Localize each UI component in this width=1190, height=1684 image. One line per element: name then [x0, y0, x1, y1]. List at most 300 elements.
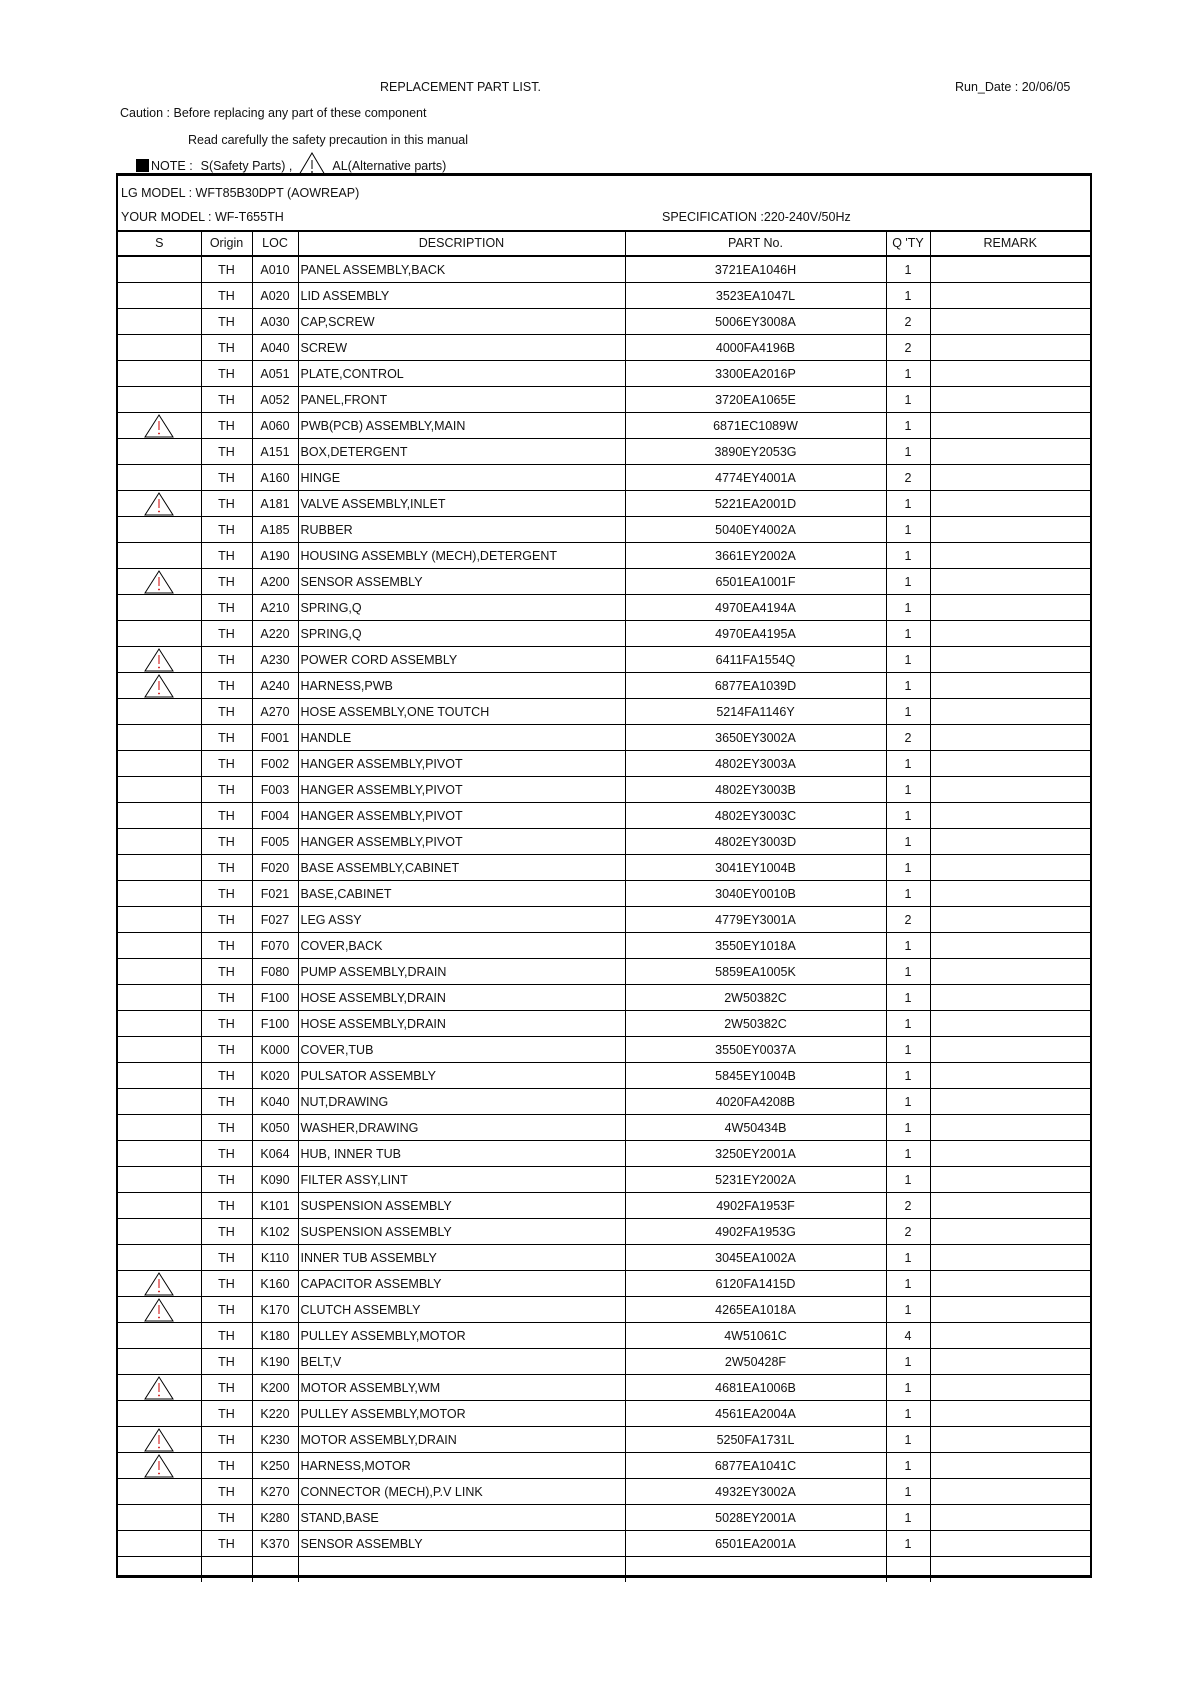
part-number-cell: 3650EY3002A	[625, 725, 886, 751]
quantity-cell: 1	[886, 933, 930, 959]
loc-cell: F002	[252, 751, 298, 777]
lg-model: LG MODEL : WFT85B30DPT (AOWREAP)	[121, 186, 360, 200]
safety-cell	[118, 1219, 201, 1245]
origin-cell: TH	[201, 1375, 252, 1401]
note-safety: S(Safety Parts) ,	[200, 158, 293, 173]
safety-cell	[118, 1401, 201, 1427]
description-cell: VALVE ASSEMBLY,INLET	[298, 491, 625, 517]
remark-cell	[930, 413, 1090, 439]
table-row	[118, 829, 1090, 855]
table-row	[118, 465, 1090, 491]
loc-cell: K020	[252, 1063, 298, 1089]
origin-cell: TH	[201, 335, 252, 361]
warning-triangle-icon	[144, 648, 174, 672]
remark-cell	[930, 1349, 1090, 1375]
safety-cell	[118, 829, 201, 855]
remark-cell	[930, 699, 1090, 725]
part-number-cell: 6877EA1041C	[625, 1453, 886, 1479]
loc-cell: K250	[252, 1453, 298, 1479]
remark-cell	[930, 1089, 1090, 1115]
safety-cell	[118, 1271, 201, 1297]
loc-cell: F027	[252, 907, 298, 933]
origin-cell: TH	[201, 699, 252, 725]
loc-cell: K101	[252, 1193, 298, 1219]
loc-cell: K102	[252, 1219, 298, 1245]
remark-cell	[930, 959, 1090, 985]
remark-cell	[930, 855, 1090, 881]
loc-cell: A181	[252, 491, 298, 517]
table-row	[118, 1089, 1090, 1115]
origin-cell: TH	[201, 387, 252, 413]
remark-cell	[930, 725, 1090, 751]
run-date: Run_Date : 20/06/05	[955, 80, 1071, 94]
part-number-cell: 6120FA1415D	[625, 1271, 886, 1297]
table-row	[118, 1193, 1090, 1219]
your-model: YOUR MODEL : WF-T655TH	[121, 210, 284, 224]
description-cell: PULLEY ASSEMBLY,MOTOR	[298, 1323, 625, 1349]
safety-cell	[118, 465, 201, 491]
description-cell: COVER,BACK	[298, 933, 625, 959]
table-row	[118, 881, 1090, 907]
part-number-cell: 6877EA1039D	[625, 673, 886, 699]
part-number-cell: 3041EY1004B	[625, 855, 886, 881]
loc-cell: A020	[252, 283, 298, 309]
loc-cell: A010	[252, 256, 298, 283]
loc-cell: A151	[252, 439, 298, 465]
quantity-cell: 1	[886, 387, 930, 413]
table-row	[118, 1219, 1090, 1245]
remark-cell	[930, 881, 1090, 907]
description-cell: HANGER ASSEMBLY,PIVOT	[298, 751, 625, 777]
loc-cell: K180	[252, 1323, 298, 1349]
table-row	[118, 803, 1090, 829]
origin-cell: TH	[201, 1037, 252, 1063]
part-number-cell: 4932EY3002A	[625, 1479, 886, 1505]
origin-cell: TH	[201, 309, 252, 335]
safety-cell	[118, 1349, 201, 1375]
remark-cell	[930, 1401, 1090, 1427]
table-row	[118, 413, 1090, 439]
loc-cell: K370	[252, 1531, 298, 1557]
specification: SPECIFICATION :220-240V/50Hz	[662, 210, 851, 224]
origin-cell: TH	[201, 985, 252, 1011]
safety-cell	[118, 309, 201, 335]
description-cell: HANDLE	[298, 725, 625, 751]
loc-cell: F005	[252, 829, 298, 855]
origin-cell: TH	[201, 439, 252, 465]
safety-cell	[118, 985, 201, 1011]
part-number-cell: 4970EA4195A	[625, 621, 886, 647]
part-number-cell: 5214FA1146Y	[625, 699, 886, 725]
remark-cell	[930, 1531, 1090, 1557]
part-number-cell: 2W50428F	[625, 1349, 886, 1375]
loc-cell: F003	[252, 777, 298, 803]
loc-cell: A200	[252, 569, 298, 595]
remark-cell	[930, 465, 1090, 491]
description-cell: INNER TUB ASSEMBLY	[298, 1245, 625, 1271]
remark-cell	[930, 621, 1090, 647]
description-cell: LID ASSEMBLY	[298, 283, 625, 309]
loc-cell: K000	[252, 1037, 298, 1063]
table-row	[118, 621, 1090, 647]
table-row	[118, 1115, 1090, 1141]
warning-triangle-icon	[144, 1298, 174, 1322]
quantity-cell: 1	[886, 491, 930, 517]
table-row	[118, 1063, 1090, 1089]
description-cell: SPRING,Q	[298, 595, 625, 621]
quantity-cell: 1	[886, 1349, 930, 1375]
remark-cell	[930, 335, 1090, 361]
loc-cell: K090	[252, 1167, 298, 1193]
safety-cell	[118, 543, 201, 569]
remark-cell	[930, 1011, 1090, 1037]
warning-triangle-icon	[144, 570, 174, 594]
quantity-cell: 1	[886, 1037, 930, 1063]
origin-cell: TH	[201, 1219, 252, 1245]
part-number-cell: 3721EA1046H	[625, 256, 886, 283]
quantity-cell: 1	[886, 1297, 930, 1323]
safety-cell	[118, 1245, 201, 1271]
table-row	[118, 1037, 1090, 1063]
quantity-cell: 1	[886, 1063, 930, 1089]
safety-cell	[118, 751, 201, 777]
description-cell: NUT,DRAWING	[298, 1089, 625, 1115]
table-row	[118, 1323, 1090, 1349]
quantity-cell: 1	[886, 751, 930, 777]
remark-cell	[930, 1297, 1090, 1323]
note-alt: AL(Alternative parts)	[332, 158, 447, 173]
loc-cell: A052	[252, 387, 298, 413]
column-header: PART No.	[625, 230, 886, 256]
table-row	[118, 309, 1090, 335]
safety-cell	[118, 1531, 201, 1557]
remark-cell	[930, 309, 1090, 335]
remark-cell	[930, 256, 1090, 283]
origin-cell: TH	[201, 725, 252, 751]
table-row	[118, 1011, 1090, 1037]
caution-text-2: Read carefully the safety precaution in this manual	[188, 133, 469, 147]
column-header: DESCRIPTION	[298, 230, 625, 256]
part-number-cell: 5040EY4002A	[625, 517, 886, 543]
remark-cell	[930, 439, 1090, 465]
description-cell: SENSOR ASSEMBLY	[298, 1531, 625, 1557]
table-header-row	[118, 230, 1090, 256]
part-number-cell: 3720EA1065E	[625, 387, 886, 413]
part-number-cell: 4779EY3001A	[625, 907, 886, 933]
warning-triangle-icon	[144, 1454, 174, 1478]
quantity-cell: 1	[886, 543, 930, 569]
origin-cell: TH	[201, 256, 252, 283]
remark-cell	[930, 751, 1090, 777]
description-cell: LEG ASSY	[298, 907, 625, 933]
table-row	[118, 1167, 1090, 1193]
quantity-cell: 1	[886, 256, 930, 283]
description-cell	[298, 1557, 625, 1583]
warning-triangle-icon	[144, 492, 174, 516]
quantity-cell: 1	[886, 413, 930, 439]
table-row	[118, 777, 1090, 803]
part-number-cell: 4902FA1953G	[625, 1219, 886, 1245]
loc-cell: F001	[252, 725, 298, 751]
quantity-cell: 1	[886, 1011, 930, 1037]
safety-cell	[118, 1297, 201, 1323]
description-cell: HANGER ASSEMBLY,PIVOT	[298, 777, 625, 803]
loc-cell: F100	[252, 1011, 298, 1037]
part-number-cell: 4902FA1953F	[625, 1193, 886, 1219]
origin-cell: TH	[201, 855, 252, 881]
part-number-cell: 6501EA2001A	[625, 1531, 886, 1557]
description-cell: HOSE ASSEMBLY,DRAIN	[298, 1011, 625, 1037]
quantity-cell: 1	[886, 1505, 930, 1531]
loc-cell: A220	[252, 621, 298, 647]
quantity-cell: 1	[886, 621, 930, 647]
safety-cell	[118, 933, 201, 959]
description-cell: BASE ASSEMBLY,CABINET	[298, 855, 625, 881]
safety-cell	[118, 413, 201, 439]
safety-cell	[118, 777, 201, 803]
origin-cell: TH	[201, 1063, 252, 1089]
loc-cell: K270	[252, 1479, 298, 1505]
remark-cell	[930, 829, 1090, 855]
quantity-cell: 2	[886, 335, 930, 361]
warning-triangle-icon	[144, 1428, 174, 1452]
loc-cell: A230	[252, 647, 298, 673]
description-cell: SCREW	[298, 335, 625, 361]
table-row	[118, 595, 1090, 621]
quantity-cell: 2	[886, 725, 930, 751]
quantity-cell: 1	[886, 1271, 930, 1297]
origin-cell: TH	[201, 1271, 252, 1297]
table-row	[118, 985, 1090, 1011]
loc-cell	[252, 1557, 298, 1583]
remark-cell	[930, 803, 1090, 829]
table-row	[118, 1245, 1090, 1271]
description-cell: SENSOR ASSEMBLY	[298, 569, 625, 595]
description-cell: HANGER ASSEMBLY,PIVOT	[298, 829, 625, 855]
remark-cell	[930, 907, 1090, 933]
description-cell: MOTOR ASSEMBLY,WM	[298, 1375, 625, 1401]
loc-cell: K160	[252, 1271, 298, 1297]
description-cell: PANEL ASSEMBLY,BACK	[298, 256, 625, 283]
loc-cell: A185	[252, 517, 298, 543]
part-number-cell: 3300EA2016P	[625, 361, 886, 387]
quantity-cell: 1	[886, 855, 930, 881]
page-title: REPLACEMENT PART LIST.	[380, 80, 541, 94]
table-row	[118, 933, 1090, 959]
table-row	[118, 855, 1090, 881]
parts-frame	[116, 173, 1092, 1578]
loc-cell: K190	[252, 1349, 298, 1375]
part-number-cell: 2W50382C	[625, 1011, 886, 1037]
remark-cell	[930, 1219, 1090, 1245]
table-row	[118, 1141, 1090, 1167]
description-cell: CAP,SCREW	[298, 309, 625, 335]
origin-cell: TH	[201, 1115, 252, 1141]
quantity-cell: 1	[886, 1453, 930, 1479]
safety-cell	[118, 361, 201, 387]
safety-cell	[118, 803, 201, 829]
part-number-cell: 3550EY0037A	[625, 1037, 886, 1063]
description-cell: CAPACITOR ASSEMBLY	[298, 1271, 625, 1297]
remark-cell	[930, 777, 1090, 803]
remark-cell	[930, 569, 1090, 595]
loc-cell: K230	[252, 1427, 298, 1453]
part-number-cell: 2W50382C	[625, 985, 886, 1011]
quantity-cell: 1	[886, 517, 930, 543]
part-number-cell: 4561EA2004A	[625, 1401, 886, 1427]
origin-cell: TH	[201, 1193, 252, 1219]
note-square-icon	[136, 159, 149, 172]
quantity-cell: 1	[886, 283, 930, 309]
quantity-cell: 1	[886, 1401, 930, 1427]
loc-cell: F004	[252, 803, 298, 829]
warning-triangle-icon	[144, 674, 174, 698]
origin-cell: TH	[201, 1453, 252, 1479]
safety-cell	[118, 1037, 201, 1063]
quantity-cell: 2	[886, 1193, 930, 1219]
safety-cell	[118, 1427, 201, 1453]
table-row	[118, 1271, 1090, 1297]
safety-cell	[118, 517, 201, 543]
part-number-cell: 4265EA1018A	[625, 1297, 886, 1323]
quantity-cell: 1	[886, 959, 930, 985]
table-row	[118, 699, 1090, 725]
part-number-cell: 6411FA1554Q	[625, 647, 886, 673]
remark-cell	[930, 1323, 1090, 1349]
description-cell: BASE,CABINET	[298, 881, 625, 907]
quantity-cell: 1	[886, 985, 930, 1011]
origin-cell: TH	[201, 1011, 252, 1037]
loc-cell: K110	[252, 1245, 298, 1271]
description-cell: CONNECTOR (MECH),P.V LINK	[298, 1479, 625, 1505]
origin-cell: TH	[201, 777, 252, 803]
remark-cell	[930, 1245, 1090, 1271]
origin-cell: TH	[201, 569, 252, 595]
loc-cell: F070	[252, 933, 298, 959]
table-row	[118, 517, 1090, 543]
part-number-cell: 4802EY3003D	[625, 829, 886, 855]
remark-cell	[930, 1141, 1090, 1167]
origin-cell: TH	[201, 413, 252, 439]
remark-cell	[930, 1427, 1090, 1453]
safety-cell	[118, 1167, 201, 1193]
quantity-cell: 2	[886, 907, 930, 933]
quantity-cell: 1	[886, 673, 930, 699]
warning-triangle-icon	[144, 414, 174, 438]
loc-cell: A160	[252, 465, 298, 491]
origin-cell: TH	[201, 1245, 252, 1271]
remark-cell	[930, 543, 1090, 569]
safety-cell	[118, 335, 201, 361]
table-row	[118, 256, 1090, 283]
table-row	[118, 751, 1090, 777]
column-header: Origin	[201, 230, 252, 256]
origin-cell: TH	[201, 1089, 252, 1115]
safety-cell	[118, 621, 201, 647]
table-row	[118, 491, 1090, 517]
column-header: S	[118, 230, 201, 256]
origin-cell: TH	[201, 803, 252, 829]
description-cell: PANEL,FRONT	[298, 387, 625, 413]
remark-cell	[930, 283, 1090, 309]
quantity-cell: 4	[886, 1323, 930, 1349]
part-number-cell: 4681EA1006B	[625, 1375, 886, 1401]
part-number-cell: 4774EY4001A	[625, 465, 886, 491]
description-cell: BELT,V	[298, 1349, 625, 1375]
quantity-cell: 2	[886, 1219, 930, 1245]
safety-cell	[118, 1193, 201, 1219]
loc-cell: A030	[252, 309, 298, 335]
origin-cell: TH	[201, 959, 252, 985]
quantity-cell: 1	[886, 803, 930, 829]
quantity-cell: 1	[886, 881, 930, 907]
safety-cell	[118, 1089, 201, 1115]
table-row	[118, 1297, 1090, 1323]
remark-cell	[930, 1271, 1090, 1297]
quantity-cell: 1	[886, 777, 930, 803]
origin-cell: TH	[201, 1297, 252, 1323]
loc-cell: K170	[252, 1297, 298, 1323]
table-row	[118, 907, 1090, 933]
safety-cell	[118, 1115, 201, 1141]
origin-cell: TH	[201, 517, 252, 543]
description-cell: CLUTCH ASSEMBLY	[298, 1297, 625, 1323]
part-number-cell: 4020FA4208B	[625, 1089, 886, 1115]
table-row	[118, 1427, 1090, 1453]
table-row	[118, 283, 1090, 309]
quantity-cell: 1	[886, 699, 930, 725]
description-cell: HARNESS,PWB	[298, 673, 625, 699]
quantity-cell: 1	[886, 439, 930, 465]
origin-cell: TH	[201, 1479, 252, 1505]
part-number-cell: 5859EA1005K	[625, 959, 886, 985]
part-number-cell: 3523EA1047L	[625, 283, 886, 309]
origin-cell: TH	[201, 621, 252, 647]
safety-cell	[118, 855, 201, 881]
remark-cell	[930, 491, 1090, 517]
loc-cell: F100	[252, 985, 298, 1011]
quantity-cell: 1	[886, 1115, 930, 1141]
remark-cell	[930, 985, 1090, 1011]
loc-cell: A190	[252, 543, 298, 569]
loc-cell: F021	[252, 881, 298, 907]
safety-cell	[118, 907, 201, 933]
loc-cell: A060	[252, 413, 298, 439]
remark-cell	[930, 1557, 1090, 1583]
origin-cell: TH	[201, 1505, 252, 1531]
safety-cell	[118, 1505, 201, 1531]
table-row	[118, 1479, 1090, 1505]
caution-text: Caution : Before replacing any part of these component	[120, 106, 427, 120]
remark-cell	[930, 1193, 1090, 1219]
origin-cell: TH	[201, 673, 252, 699]
loc-cell: K064	[252, 1141, 298, 1167]
part-number-cell: 4970EA4194A	[625, 595, 886, 621]
safety-cell	[118, 699, 201, 725]
origin-cell: TH	[201, 1141, 252, 1167]
loc-cell: A270	[252, 699, 298, 725]
table-row	[118, 1531, 1090, 1557]
part-number-cell: 4802EY3003C	[625, 803, 886, 829]
part-number-cell: 5845EY1004B	[625, 1063, 886, 1089]
part-number-cell: 4802EY3003A	[625, 751, 886, 777]
quantity-cell: 1	[886, 595, 930, 621]
description-cell: PLATE,CONTROL	[298, 361, 625, 387]
quantity-cell: 1	[886, 1375, 930, 1401]
remark-cell	[930, 933, 1090, 959]
description-cell: SUSPENSION ASSEMBLY	[298, 1219, 625, 1245]
description-cell: STAND,BASE	[298, 1505, 625, 1531]
